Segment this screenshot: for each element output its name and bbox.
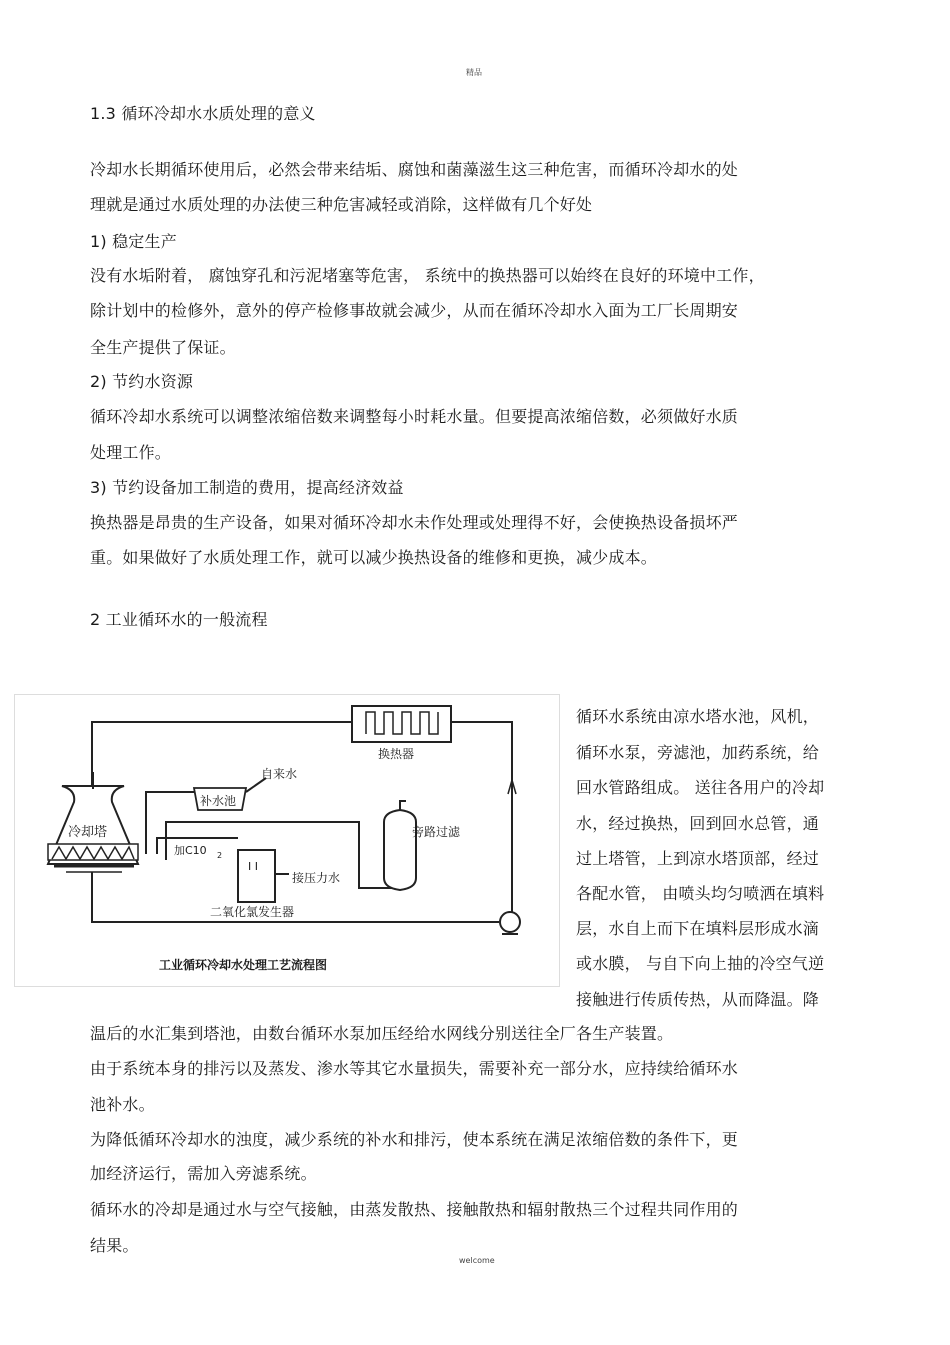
section-heading-2: 2 工业循环水的一般流程: [90, 610, 268, 629]
side-line-8: 或水膜， 与自下向上抽的冷空气逆: [576, 954, 825, 973]
after-line-4: 为降低循环冷却水的浊度，减少系统的补水和排污，使本系统在满足浓缩倍数的条件下，更: [90, 1130, 739, 1149]
footer-mark: welcome: [459, 1256, 495, 1265]
side-line-6: 各配水管， 由喷头均匀喷洒在填料: [576, 884, 825, 903]
item-2-line-1: 循环冷却水系统可以调整浓缩倍数来调整每小时耗水量。但要提高浓缩倍数，必须做好水质: [90, 407, 739, 426]
item-1-line-3: 全生产提供了保证。: [90, 338, 236, 357]
generator-mark: I I: [248, 860, 258, 873]
diagram-caption: 工业循环冷却水处理工艺流程图: [159, 958, 328, 972]
item-1-line-1: 没有水垢附着， 腐蚀穿孔和污泥堵塞等危害， 系统中的换热器可以始终在良好的环境中工作，: [90, 266, 765, 285]
side-line-2: 循环水泵，旁滤池，加药系统，给: [576, 743, 820, 762]
process-flow-diagram: [14, 694, 560, 987]
pressure-water-label: 接压力水: [292, 871, 341, 885]
tap-water-label: 自来水: [261, 767, 298, 781]
after-line-7: 结果。: [90, 1236, 139, 1255]
intro-line-1: 冷却水长期循环使用后，必然会带来结垢、腐蚀和菌藻滋生这三种危害，而循环冷却水的处: [90, 160, 739, 179]
bypass-filter: [384, 810, 461, 890]
makeup-pool-label: 补水池: [200, 794, 237, 808]
after-line-1: 温后的水汇集到塔池，由数台循环水泵加压经给水网线分别送往全厂各生产装置。: [90, 1024, 674, 1043]
item-title-2: 2) 节约水资源: [90, 372, 194, 391]
add-clo2-label: 加C10: [174, 844, 207, 857]
item-title-3: 3) 节约设备加工制造的费用，提高经济效益: [90, 478, 404, 497]
side-line-7: 层，水自上而下在填料层形成水滴: [576, 919, 820, 938]
clo2-generator: [174, 843, 340, 919]
after-line-2: 由于系统本身的排污以及蒸发、渗水等其它水量损失，需要补充一部分水，应持续给循环水: [90, 1059, 739, 1078]
item-3-line-2: 重。如果做好了水质处理工作，就可以减少换热设备的维修和更换，减少成本。: [90, 548, 658, 567]
heat-exchanger: [352, 706, 451, 761]
after-line-5: 加经济运行，需加入旁滤系统。: [90, 1164, 317, 1183]
header-mark: 精品: [466, 68, 482, 77]
add-clo2-subscript: 2: [217, 851, 223, 860]
bypass-filter-label: 旁路过滤: [412, 825, 461, 839]
after-line-6: 循环水的冷却是通过水与空气接触，由蒸发散热、接触散热和辐射散热三个过程共同作用的: [90, 1200, 739, 1219]
side-line-3: 回水管路组成。 送往各用户的冷却: [576, 778, 825, 797]
item-1-line-2: 除计划中的检修外，意外的停产检修事故就会减少，从而在循环冷却水入面为工厂长周期安: [90, 301, 739, 320]
side-line-9: 接触进行传质传热，从而降温。降: [576, 990, 820, 1009]
item-3-line-1: 换热器是昂贵的生产设备，如果对循环冷却水未作处理或处理得不好，会使换热设备损坏严: [90, 513, 739, 532]
heat-exchanger-label: 换热器: [378, 747, 415, 761]
side-line-4: 水，经过换热，回到回水总管，通: [576, 814, 820, 833]
makeup-pool: [194, 766, 297, 810]
section-heading-1-3: 1.3 循环冷却水水质处理的意义: [90, 104, 316, 123]
intro-line-2: 理就是通过水质处理的办法使三种危害减轻或消除，这样做有几个好处: [90, 195, 593, 214]
item-2-line-2: 处理工作。: [90, 443, 172, 462]
cooling-tower-label: 冷却塔: [68, 825, 108, 840]
after-line-3: 池补水。: [90, 1095, 155, 1114]
side-line-5: 过上塔管，上到凉水塔顶部，经过: [576, 849, 820, 868]
item-title-1: 1) 稳定生产: [90, 232, 177, 251]
side-line-1: 循环水系统由凉水塔水池，风机，: [576, 707, 820, 726]
cooling-tower: [48, 772, 138, 872]
circulation-pump-icon: [500, 912, 520, 934]
clo2-generator-label: 二氧化氯发生器: [210, 905, 295, 919]
